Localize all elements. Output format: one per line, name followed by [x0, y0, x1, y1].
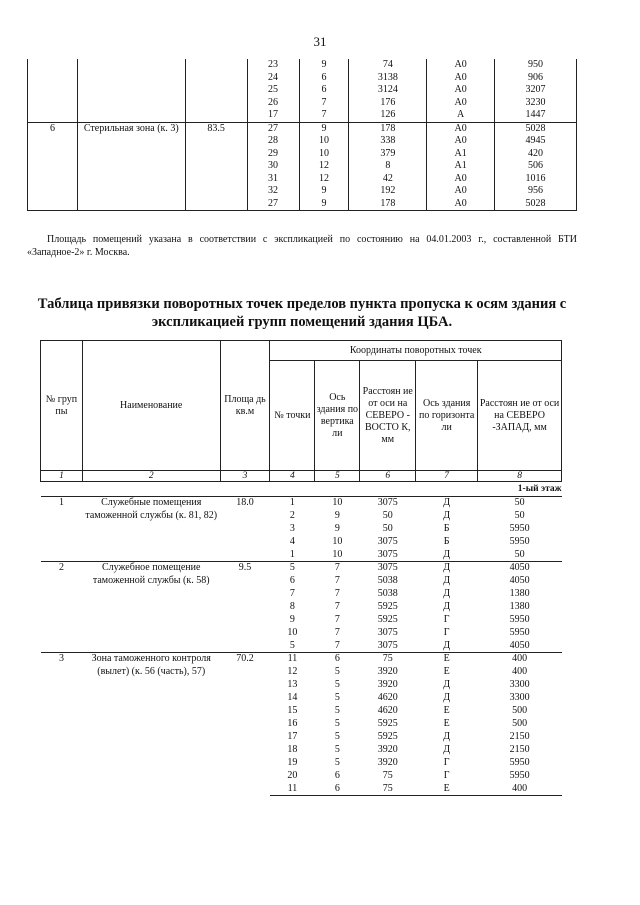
horizontal-axis-cell: Г	[443, 626, 450, 638]
distance-northwest-cell: 956	[495, 185, 577, 198]
horizontal-axis-cell: Д	[443, 678, 451, 690]
horizontal-axis-cell: Б	[443, 522, 450, 534]
vertical-axis-cell: 7	[334, 587, 340, 599]
group-area-cell: 70.2	[220, 653, 270, 796]
header-point-no: № точки	[270, 361, 315, 471]
vertical-axis-cell: 5	[334, 678, 340, 690]
distance-northwest-cell: 4050	[478, 562, 562, 575]
distance-northwest-cell: 5950	[509, 626, 530, 638]
horizontal-axis-cell: Е	[443, 665, 450, 677]
vertical-axis-cell: 5	[334, 730, 340, 742]
column-number: 3	[220, 471, 270, 482]
vertical-axis-cell: 10	[332, 548, 343, 560]
group-area-cell: 18.0	[220, 497, 270, 562]
distance-northeast-cell: 3920	[377, 756, 398, 768]
horizontal-axis-cell: Г	[443, 756, 450, 768]
point-no-cell: 16	[287, 717, 298, 729]
distance-northeast-cell: 178	[349, 198, 427, 211]
name-cell	[77, 185, 185, 198]
vertical-axis-cell: 10	[299, 135, 349, 148]
point-no-cell: 5	[270, 562, 315, 575]
horizontal-axis-cell: Е	[443, 717, 450, 729]
point-no-cell: 19	[287, 756, 298, 768]
group-no-cell: 6	[28, 122, 78, 135]
table-row	[41, 653, 562, 666]
vertical-axis-cell: 9	[334, 522, 340, 534]
point-no-cell: 17	[287, 730, 298, 742]
distance-northwest-cell: 1447	[495, 109, 577, 122]
point-no-cell: 27	[247, 122, 299, 135]
vertical-axis-cell: 10	[315, 497, 360, 510]
area-cell	[185, 135, 247, 148]
name-cell	[77, 173, 185, 186]
horizontal-axis-cell: Д	[443, 548, 451, 560]
group-no-cell	[28, 198, 78, 211]
point-no-cell: 24	[247, 72, 299, 85]
horizontal-axis-cell: Г	[443, 769, 450, 781]
point-no-cell: 32	[247, 185, 299, 198]
point-no-cell: 9	[289, 613, 295, 625]
horizontal-axis-cell: Е	[416, 783, 478, 796]
group-no-cell: 2	[41, 562, 83, 653]
group-no-cell	[28, 185, 78, 198]
distance-northwest-cell: 5028	[495, 122, 577, 135]
distance-northeast-cell: 5925	[377, 613, 398, 625]
point-no-cell: 12	[287, 665, 298, 677]
area-note	[27, 233, 577, 259]
distance-northwest-cell: 500	[512, 704, 528, 716]
horizontal-axis-cell: A0	[427, 173, 495, 186]
area-cell	[185, 185, 247, 198]
distance-northwest-cell: 50	[514, 548, 525, 560]
column-number: 6	[360, 471, 416, 482]
point-no-cell: 27	[247, 198, 299, 211]
header-coordinates: Координаты поворотных точек	[270, 341, 562, 361]
distance-northwest-cell: 5950	[509, 769, 530, 781]
point-no-cell: 30	[247, 160, 299, 173]
group-no-cell	[28, 148, 78, 161]
horizontal-axis-cell: Д	[443, 574, 451, 586]
distance-northwest-cell: 4050	[509, 574, 530, 586]
table-row	[28, 122, 577, 135]
distance-northeast-cell: 3124	[349, 84, 427, 97]
group-no-cell	[28, 59, 78, 72]
distance-northwest-cell: 3300	[509, 678, 530, 690]
section-title: Таблица привязки поворотных точек пределов пункта пропуска к осям здания с экспликацией групп помещений здания ЦБА.	[37, 296, 567, 330]
table-row	[41, 497, 562, 510]
distance-northeast-cell: 75	[360, 783, 416, 796]
point-no-cell: 26	[247, 97, 299, 110]
point-no-cell: 4	[289, 535, 295, 547]
distance-northwest-cell: 3207	[495, 84, 577, 97]
area-cell	[185, 148, 247, 161]
name-cell	[77, 160, 185, 173]
point-no-cell: 7	[289, 587, 295, 599]
area-cell	[185, 84, 247, 97]
name-cell	[77, 84, 185, 97]
horizontal-axis-cell: A0	[427, 122, 495, 135]
vertical-axis-cell: 6	[315, 783, 360, 796]
horizontal-axis-cell: Д	[443, 509, 451, 521]
group-no-cell	[28, 109, 78, 122]
distance-northwest-cell: 1380	[509, 600, 530, 612]
vertical-axis-cell: 5	[334, 691, 340, 703]
distance-northwest-cell: 5950	[509, 613, 530, 625]
point-no-cell: 1	[270, 497, 315, 510]
horizontal-axis-cell: Д	[443, 587, 451, 599]
distance-northwest-cell: 2150	[509, 730, 530, 742]
distance-northeast-cell: 5925	[377, 717, 398, 729]
distance-northwest-cell: 50	[514, 509, 525, 521]
vertical-axis-cell: 7	[334, 574, 340, 586]
point-no-cell: 14	[287, 691, 298, 703]
distance-northeast-cell: 75	[360, 653, 416, 666]
vertical-axis-cell: 7	[334, 600, 340, 612]
distance-northwest-cell: 500	[512, 717, 528, 729]
vertical-axis-cell: 6	[315, 653, 360, 666]
vertical-axis-cell: 6	[299, 84, 349, 97]
distance-northwest-cell: 5950	[509, 522, 530, 534]
distance-northeast-cell: 3075	[377, 535, 398, 547]
distance-northwest-cell: 5028	[495, 198, 577, 211]
vertical-axis-cell: 5	[334, 665, 340, 677]
horizontal-axis-cell: A0	[427, 97, 495, 110]
header-vertical-axis: Ось здания по вертика ли	[315, 361, 360, 471]
distance-northeast-cell: 176	[349, 97, 427, 110]
horizontal-axis-cell: A0	[427, 59, 495, 72]
horizontal-axis-cell: A0	[427, 198, 495, 211]
horizontal-axis-cell: Е	[416, 653, 478, 666]
table-row	[28, 84, 577, 97]
distance-northeast-cell: 5925	[377, 730, 398, 742]
distance-northeast-cell: 50	[382, 509, 393, 521]
vertical-axis-cell: 10	[299, 148, 349, 161]
area-cell	[185, 160, 247, 173]
distance-northeast-cell: 3138	[349, 72, 427, 85]
vertical-axis-cell: 7	[299, 97, 349, 110]
distance-northeast-cell: 5925	[377, 600, 398, 612]
distance-northeast-cell: 75	[382, 769, 393, 781]
area-note-text: Площадь помещений указана в соответствии с экспликацией по состоянию на 04.01.2003 г., составленной БТИ «Западное-2» г. Москва.	[27, 234, 577, 258]
group-name-cell: Служебные помещения таможенной службы (к. 81, 82)	[82, 497, 220, 562]
vertical-axis-cell: 7	[334, 626, 340, 638]
group-no-cell: 1	[41, 497, 83, 562]
floor-label: 1-ый этаж	[517, 484, 562, 494]
group-no-cell	[28, 97, 78, 110]
vertical-axis-cell: 12	[299, 160, 349, 173]
point-no-cell: 11	[270, 653, 315, 666]
distance-northeast-cell: 42	[349, 173, 427, 186]
vertical-axis-cell: 5	[334, 756, 340, 768]
distance-northeast-cell: 3075	[377, 548, 398, 560]
horizontal-axis-cell: Е	[443, 704, 450, 716]
header-distance-northwest: Расстоян ие от оси на СЕВЕРО -ЗАПАД, мм	[478, 361, 562, 471]
premises-points-table-continued	[27, 59, 577, 211]
column-number: 1	[41, 471, 83, 482]
point-no-cell: 31	[247, 173, 299, 186]
horizontal-axis-cell: A0	[427, 84, 495, 97]
distance-northwest-cell: 1380	[509, 587, 530, 599]
horizontal-axis-cell: Б	[443, 535, 450, 547]
vertical-axis-cell: 6	[334, 769, 340, 781]
horizontal-axis-cell: Д	[443, 600, 451, 612]
point-no-cell: 5	[289, 639, 295, 651]
horizontal-axis-cell: Г	[443, 613, 450, 625]
turning-points-table	[40, 340, 562, 796]
vertical-axis-cell: 5	[334, 717, 340, 729]
vertical-axis-cell: 7	[334, 613, 340, 625]
point-no-cell: 10	[287, 626, 298, 638]
area-cell	[185, 59, 247, 72]
horizontal-axis-cell: A1	[427, 160, 495, 173]
horizontal-axis-cell: A1	[427, 148, 495, 161]
vertical-axis-cell: 9	[299, 185, 349, 198]
distance-northwest-cell: 420	[495, 148, 577, 161]
page-number: 31	[313, 34, 327, 49]
vertical-axis-cell: 10	[332, 535, 343, 547]
table-row	[28, 148, 577, 161]
distance-northwest-cell: 1016	[495, 173, 577, 186]
name-cell	[77, 135, 185, 148]
group-no-cell	[28, 84, 78, 97]
vertical-axis-cell: 9	[299, 59, 349, 72]
table-row	[28, 72, 577, 85]
distance-northwest-cell: 906	[495, 72, 577, 85]
horizontal-axis-cell: Д	[416, 562, 478, 575]
vertical-axis-cell: 9	[299, 198, 349, 211]
point-no-cell: 8	[289, 600, 295, 612]
horizontal-axis-cell: Д	[443, 743, 451, 755]
column-number-row	[41, 471, 562, 482]
point-no-cell: 3	[289, 522, 295, 534]
horizontal-axis-cell: Д	[443, 730, 451, 742]
distance-northeast-cell: 379	[349, 148, 427, 161]
point-no-cell: 15	[287, 704, 298, 716]
point-no-cell: 13	[287, 678, 298, 690]
area-cell: 83.5	[185, 122, 247, 135]
distance-northeast-cell: 3075	[377, 639, 398, 651]
distance-northeast-cell: 192	[349, 185, 427, 198]
distance-northwest-cell: 506	[495, 160, 577, 173]
header-name: Наименование	[82, 341, 220, 471]
area-cell	[185, 198, 247, 211]
point-no-cell: 23	[247, 59, 299, 72]
horizontal-axis-cell: Д	[443, 691, 451, 703]
vertical-axis-cell: 9	[299, 122, 349, 135]
table-row	[28, 97, 577, 110]
column-number: 7	[416, 471, 478, 482]
distance-northwest-cell: 5950	[509, 535, 530, 547]
name-cell	[77, 72, 185, 85]
distance-northeast-cell: 4620	[377, 704, 398, 716]
point-no-cell: 28	[247, 135, 299, 148]
distance-northeast-cell: 3920	[377, 678, 398, 690]
distance-northeast-cell: 8	[349, 160, 427, 173]
horizontal-axis-cell: Д	[443, 639, 451, 651]
distance-northwest-cell: 400	[512, 665, 528, 677]
group-name-cell: Зона таможенного контроля (вылет) (к. 56 (часть), 57)	[82, 653, 220, 796]
point-no-cell: 25	[247, 84, 299, 97]
column-number: 8	[478, 471, 562, 482]
point-no-cell: 1	[289, 548, 295, 560]
horizontal-axis-cell: Д	[416, 497, 478, 510]
distance-northeast-cell: 74	[349, 59, 427, 72]
header-group-no: № груп пы	[41, 341, 83, 471]
vertical-axis-cell: 7	[315, 562, 360, 575]
area-cell	[185, 173, 247, 186]
horizontal-axis-cell: A0	[427, 72, 495, 85]
distance-northeast-cell: 3075	[360, 497, 416, 510]
column-number: 4	[270, 471, 315, 482]
vertical-axis-cell: 7	[299, 109, 349, 122]
table-row	[28, 59, 577, 72]
point-no-cell: 29	[247, 148, 299, 161]
group-no-cell	[28, 160, 78, 173]
distance-northwest-cell: 400	[478, 653, 562, 666]
area-cell	[185, 72, 247, 85]
point-no-cell: 17	[247, 109, 299, 122]
distance-northwest-cell: 5950	[509, 756, 530, 768]
area-cell	[185, 97, 247, 110]
point-no-cell: 2	[289, 509, 295, 521]
distance-northwest-cell: 400	[478, 783, 562, 796]
area-cell	[185, 109, 247, 122]
distance-northwest-cell: 3230	[495, 97, 577, 110]
distance-northeast-cell: 3075	[360, 562, 416, 575]
table-row	[28, 109, 577, 122]
distance-northeast-cell: 338	[349, 135, 427, 148]
vertical-axis-cell: 6	[299, 72, 349, 85]
table-row	[28, 185, 577, 198]
point-no-cell: 6	[289, 574, 295, 586]
horizontal-axis-cell: A0	[427, 185, 495, 198]
horizontal-axis-cell: A	[427, 109, 495, 122]
name-cell	[77, 59, 185, 72]
group-name-cell: Служебное помещение таможенной службы (к. 58)	[82, 562, 220, 653]
distance-northeast-cell: 126	[349, 109, 427, 122]
point-no-cell: 18	[287, 743, 298, 755]
name-cell: Стерильная зона (к. 3)	[77, 122, 185, 135]
distance-northwest-cell: 950	[495, 59, 577, 72]
distance-northwest-cell: 50	[478, 497, 562, 510]
vertical-axis-cell: 9	[334, 509, 340, 521]
table-row	[28, 173, 577, 186]
point-no-cell: 20	[287, 769, 298, 781]
vertical-axis-cell: 12	[299, 173, 349, 186]
header-distance-northeast: Расстоян ие от оси на СЕВЕРО - ВОСТО К, мм	[360, 361, 416, 471]
distance-northwest-cell: 4050	[509, 639, 530, 651]
header-area: Площа дь кв.м	[220, 341, 270, 471]
header-horizontal-axis: Ось здания по горизонта ли	[416, 361, 478, 471]
table-row	[28, 135, 577, 148]
group-no-cell: 3	[41, 653, 83, 796]
group-no-cell	[28, 173, 78, 186]
distance-northeast-cell: 50	[382, 522, 393, 534]
vertical-axis-cell: 5	[334, 704, 340, 716]
table-row	[28, 198, 577, 211]
distance-northeast-cell: 3920	[377, 665, 398, 677]
group-no-cell	[28, 135, 78, 148]
distance-northeast-cell: 4620	[377, 691, 398, 703]
distance-northeast-cell: 5038	[377, 574, 398, 586]
column-number: 5	[315, 471, 360, 482]
distance-northeast-cell: 5038	[377, 587, 398, 599]
name-cell	[77, 198, 185, 211]
distance-northeast-cell: 3075	[377, 626, 398, 638]
distance-northeast-cell: 3920	[377, 743, 398, 755]
distance-northwest-cell: 2150	[509, 743, 530, 755]
vertical-axis-cell: 7	[334, 639, 340, 651]
distance-northwest-cell: 4945	[495, 135, 577, 148]
group-no-cell	[28, 72, 78, 85]
group-area-cell: 9.5	[220, 562, 270, 653]
horizontal-axis-cell: A0	[427, 135, 495, 148]
distance-northeast-cell: 178	[349, 122, 427, 135]
table-row	[28, 160, 577, 173]
name-cell	[77, 109, 185, 122]
name-cell	[77, 97, 185, 110]
point-no-cell: 11	[270, 783, 315, 796]
name-cell	[77, 148, 185, 161]
vertical-axis-cell: 5	[334, 743, 340, 755]
distance-northwest-cell: 3300	[509, 691, 530, 703]
column-number: 2	[82, 471, 220, 482]
table-row	[41, 562, 562, 575]
